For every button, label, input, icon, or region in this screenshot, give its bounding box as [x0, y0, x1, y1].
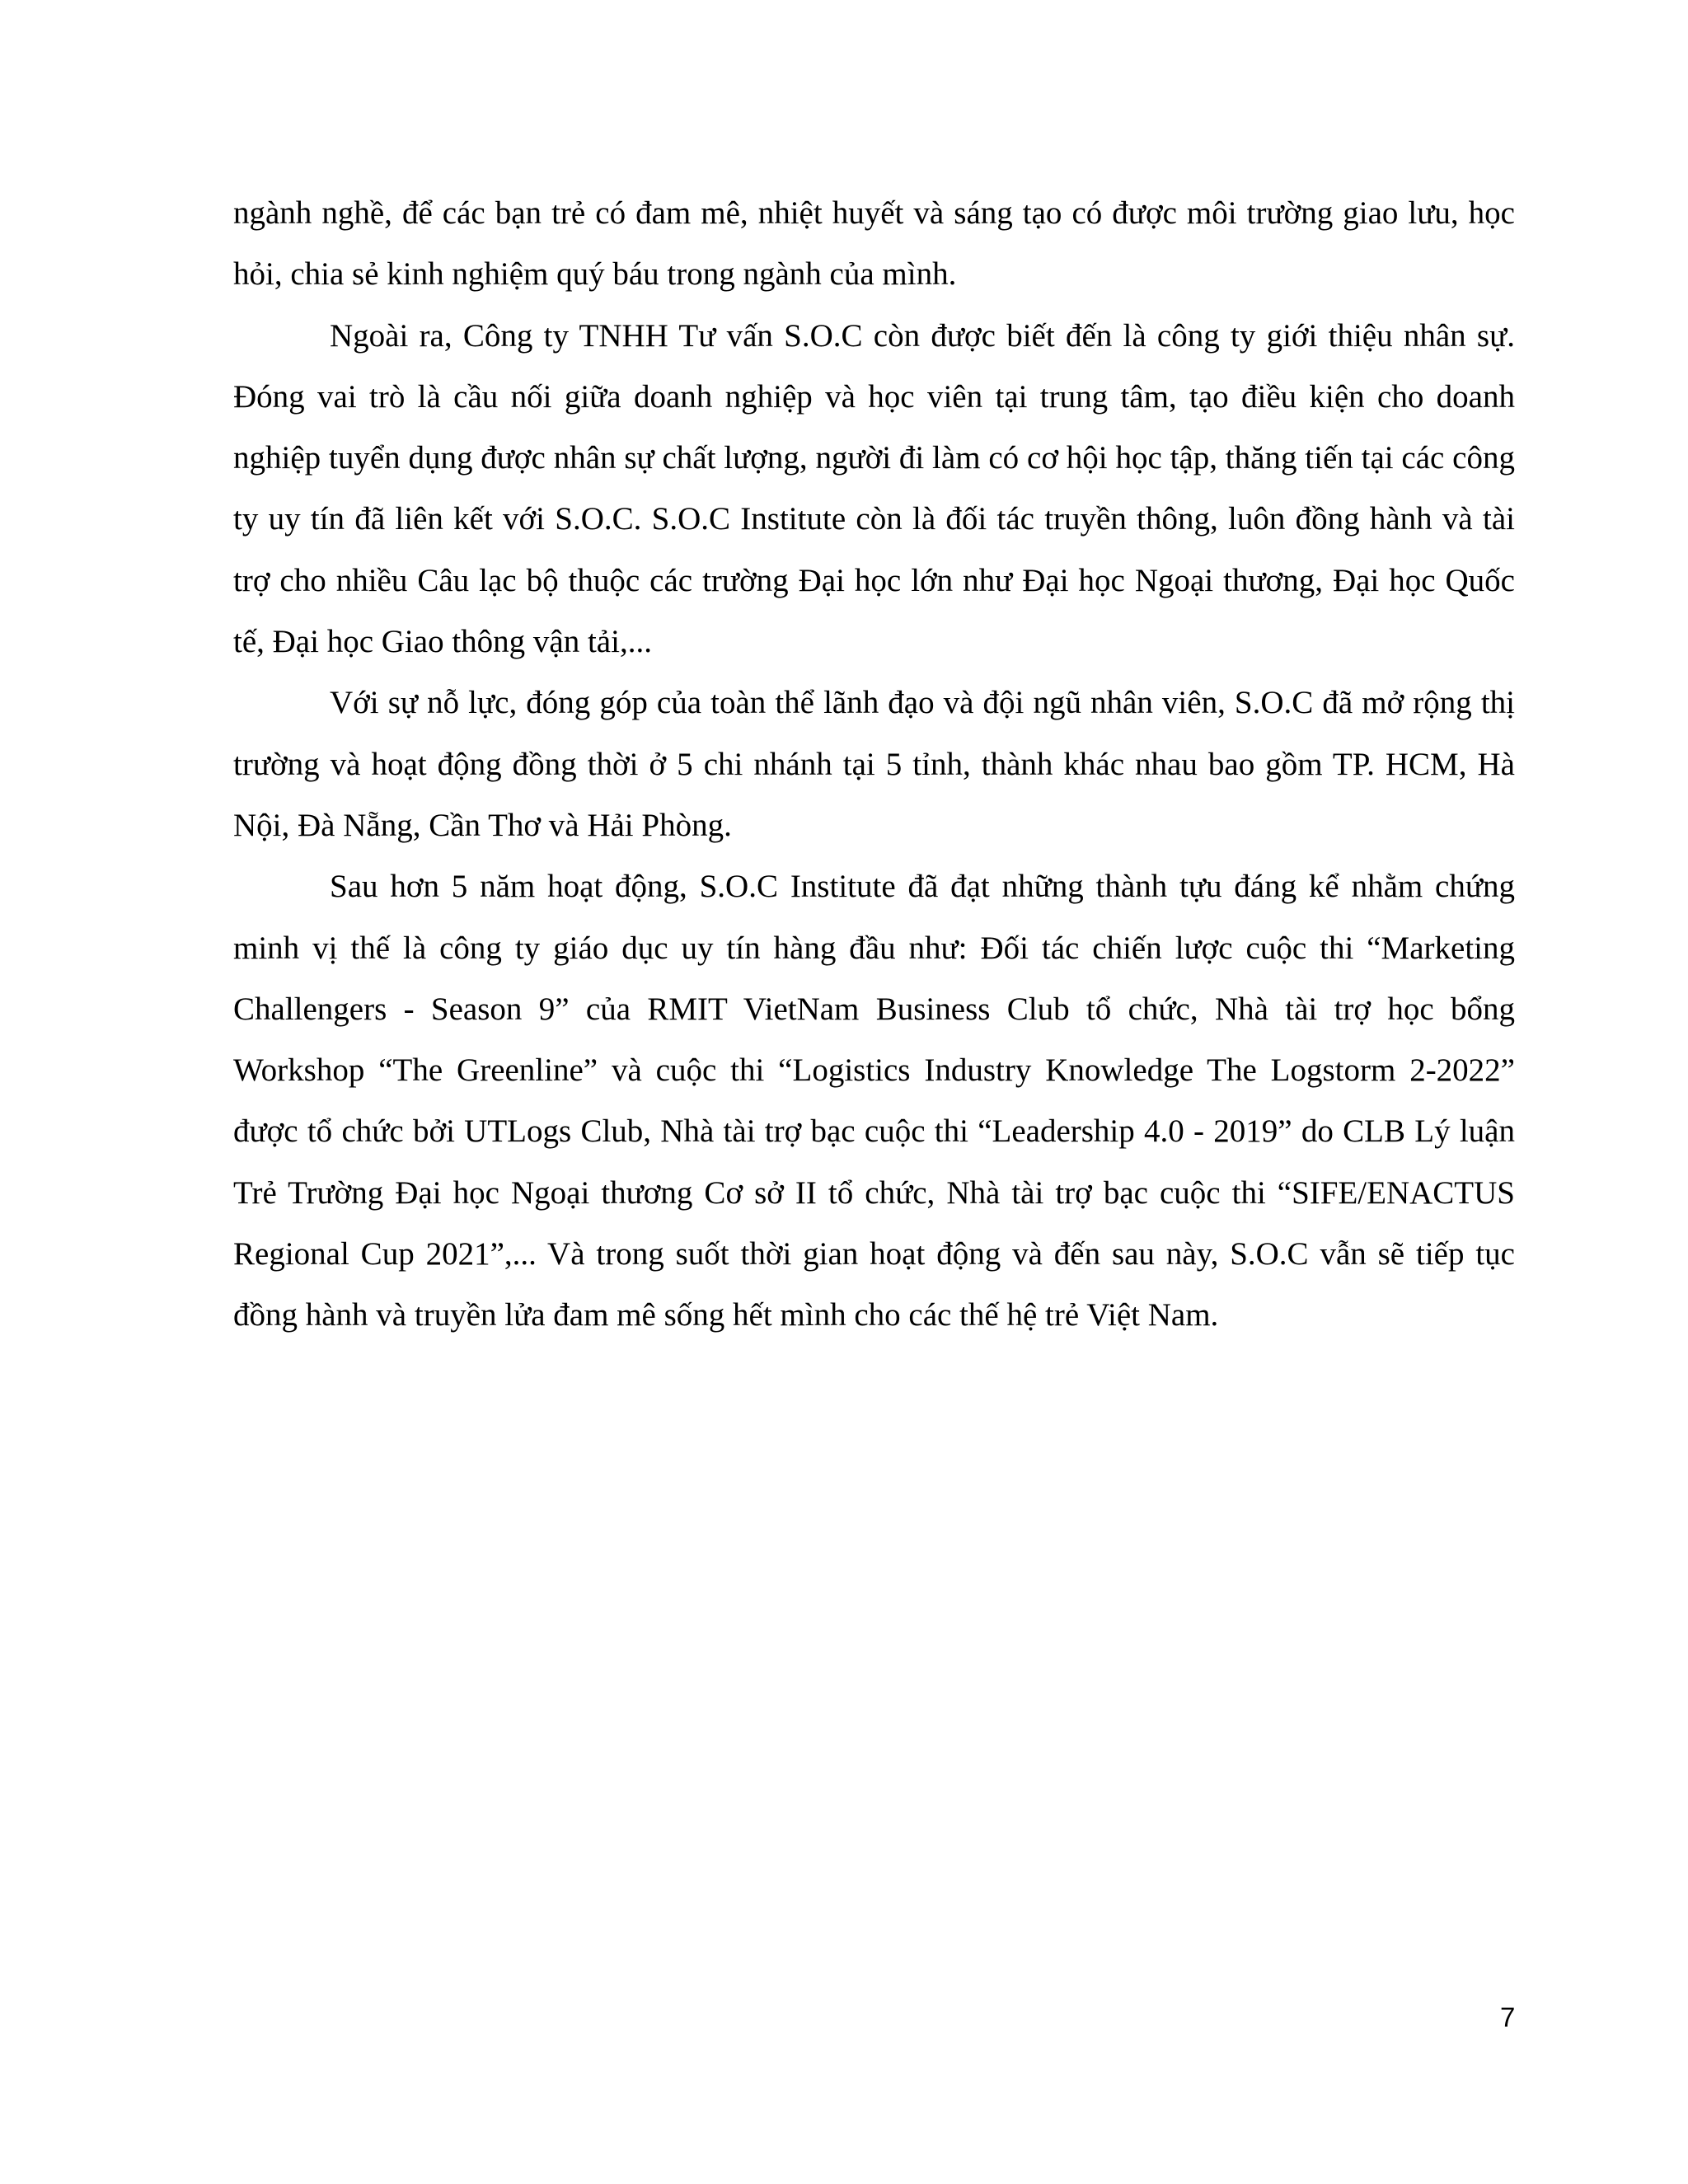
paragraph-hr-services: Ngoài ra, Công ty TNHH Tư vấn S.O.C còn được biết đến là công ty giới thiệu nhân sự. Đóng vai trò là cầu nối giữa doanh nghiệp và học viên tại trung tâm, tạo điều kiện cho doanh nghiệp tuyển dụng được nhân sự chất lượng, người đi làm có cơ hội học tập, thăng tiến tại các công ty uy tín đã liên kết với S.O.C. S.O.C Institute còn là đối tác truyền thông, luôn đồng hành và tài trợ cho nhiều Câu lạc bộ thuộc các trường Đại học lớn như Đại học Ngoại thương, Đại học Quốc tế, Đại học Giao thông vận tải,... — [233, 317, 1515, 660]
page-number: 7 — [1500, 2002, 1516, 2032]
paragraph-branches: Với sự nỗ lực, đóng góp của toàn thể lãnh đạo và đội ngũ nhân viên, S.O.C đã mở rộng thị trường và hoạt động đồng thời ở 5 chi nhánh tại 5 tỉnh, thành khác nhau bao gồm TP. HCM, Hà Nội, Đà Nẵng, Cần Thơ và Hải Phòng. — [233, 685, 1515, 843]
paragraph-achievements: Sau hơn 5 năm hoạt động, S.O.C Institute đã đạt những thành tựu đáng kể nhằm chứng minh vị thế là công ty giáo dục uy tín hàng đầu như: Đối tác chiến lược cuộc thi “Marketing Challengers - Season 9” của RMIT VietNam Business Club tổ chức, Nhà tài trợ học bổng Workshop “The Greenline” và cuộc thi “Logistics Industry Knowledge The Logstorm 2-2022” được tổ chức bởi UTLogs Club, Nhà tài trợ bạc cuộc thi “Leadership 4.0 - 2019” do CLB Lý luận Trẻ Trường Đại học Ngoại thương Cơ sở II tổ chức, Nhà tài trợ bạc cuộc thi “SIFE/ENACTUS Regional Cup 2021”,... Và trong suốt thời gian hoạt động và đến sau này, S.O.C vẫn sẽ tiếp tục đồng hành và truyền lửa đam mê sống hết mình cho các thế hệ trẻ Việt Nam. — [233, 869, 1515, 1333]
paragraph-continuation: ngành nghề, để các bạn trẻ có đam mê, nhiệt huyết và sáng tạo có được môi trường giao lưu, học hỏi, chia sẻ kinh nghiệm quý báu trong ngành của mình. — [233, 195, 1515, 293]
body-text — [233, 183, 1515, 1347]
